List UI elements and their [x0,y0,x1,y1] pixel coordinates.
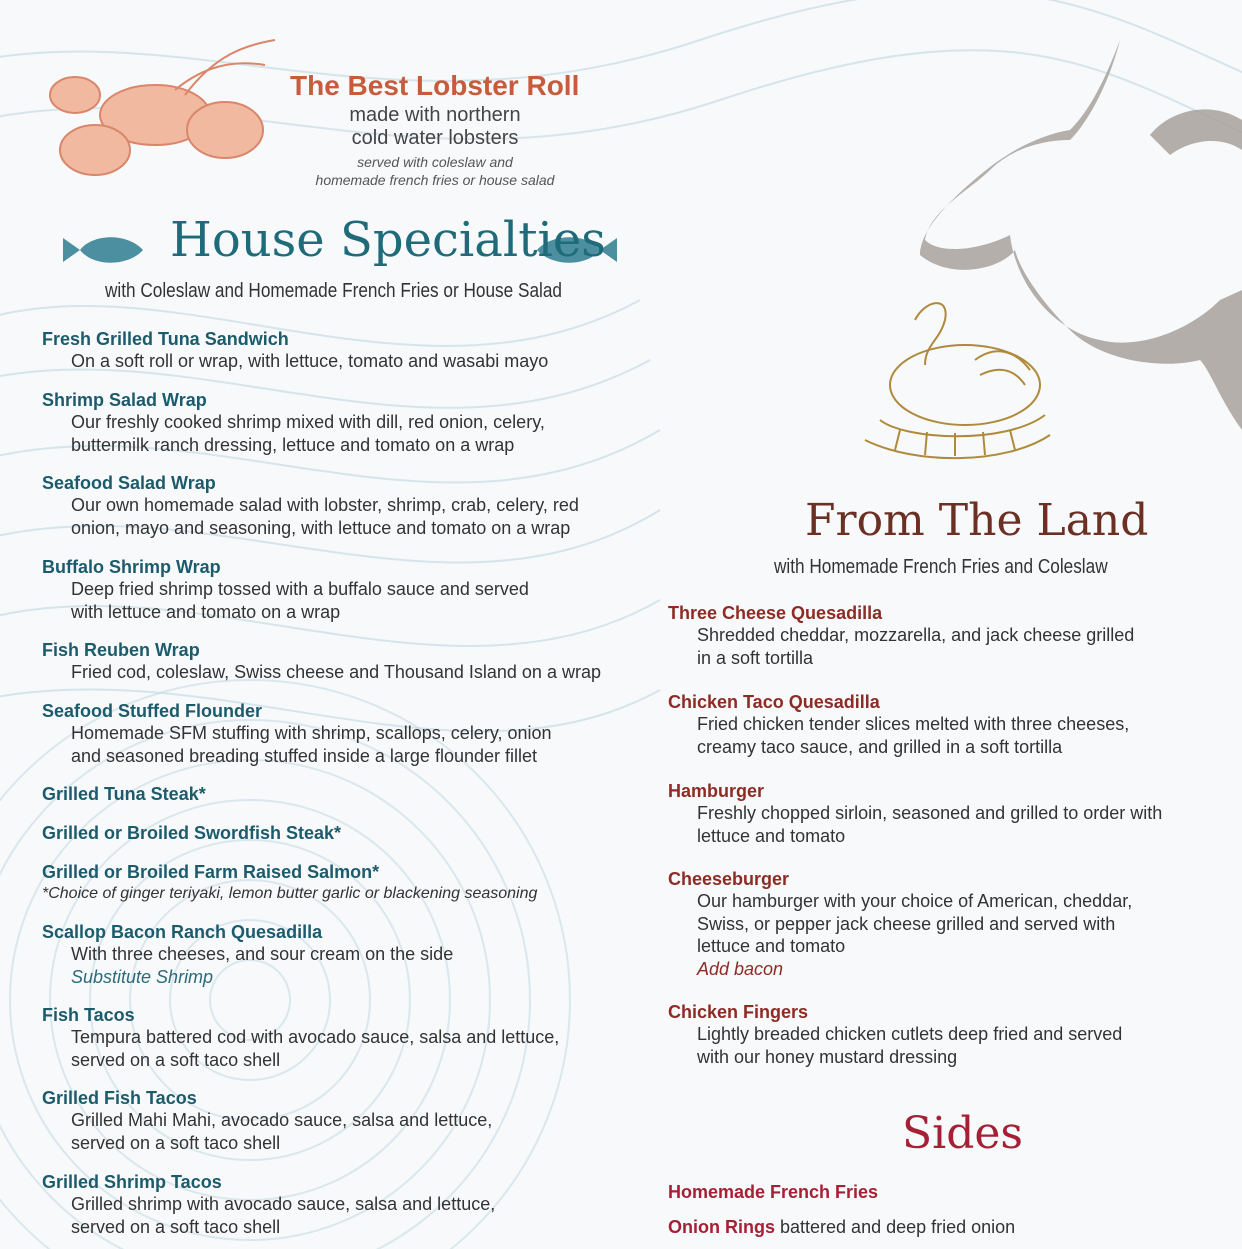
fish-icon [58,228,148,272]
menu-item-name: Seafood Stuffed Flounder [42,701,262,721]
menu-item-description: Lightly breaded chicken cutlets deep fried and served with our honey mustard dressing [697,1024,1123,1067]
menu-item-name: Fresh Grilled Tuna Sandwich [42,329,289,349]
menu-item [42,921,453,988]
menu-item-description: With three cheeses, and sour cream on the side [71,944,454,964]
menu-item [42,472,579,539]
menu-item [668,1001,1122,1068]
menu-item-note: *Choice of ginger teriyaki, lemon butter garlic or blackening seasoning [42,885,538,902]
menu-item-description: Our own homemade salad with lobster, shrimp, crab, celery, red onion, mayo and seasoning, with lettuce and tomato on a wrap [71,495,579,538]
menu-item-description: Tempura battered cod with avocado sauce, salsa and lettuce, served on a soft taco shell [71,1027,560,1070]
menu-item-name: Chicken Taco Quesadilla [668,692,880,712]
house-specialties-title: House Specialties [170,212,606,268]
menu-item-description: Shredded cheddar, mozzarella, and jack cheese grilled in a soft tortilla [697,625,1135,668]
menu-item-name: Shrimp Salad Wrap [42,390,207,410]
menu-item-name: Grilled Shrimp Tacos [42,1172,222,1192]
menu-item-description: Fried cod, coleslaw, Swiss cheese and Thousand Island on a wrap [71,662,601,682]
menu-item [668,780,1162,847]
lobster-roll-subtitle-line2: cold water lobsters [351,127,519,149]
side-item-name: Onion Rings [668,1217,775,1237]
lobster-roll-note-line1: served with coleslaw and [357,154,513,170]
menu-item [42,328,548,373]
menu-item-name: Fish Tacos [42,1005,135,1025]
menu-item [42,861,537,905]
menu-item-name: Three Cheese Quesadilla [668,603,883,623]
menu-item-extra: Substitute Shrimp [71,966,214,987]
menu-item-name: Grilled or Broiled Swordfish Steak* [42,823,342,843]
lobster-roll-note [290,153,580,189]
menu-item-description: Homemade SFM stuffing with shrimp, scallops, celery, onion and seasoned breading stuffed inside a large flounder fillet [71,723,552,766]
lobster-roll-subtitle-line1: made with northern [349,104,521,126]
lobster-roll-note-line2: homemade french fries or house salad [315,172,555,188]
lobster-roll-subtitle [290,104,580,150]
menu-item-name: Cheeseburger [668,869,790,889]
side-item [668,1182,878,1203]
menu-item-description: On a soft roll or wrap, with lettuce, tomato and wasabi mayo [71,351,549,371]
menu-item-extra: Add bacon [697,958,784,979]
menu-item-description: Grilled Mahi Mahi, avocado sauce, salsa and lettuce, served on a soft taco shell [71,1110,493,1153]
menu-item [42,639,601,684]
menu-item [42,783,206,805]
hen-illustration [855,290,1055,475]
side-item-description: battered and deep fried onion [775,1217,1016,1237]
menu-item-name: Fish Reuben Wrap [42,640,200,660]
menu-item [42,556,529,623]
menu-item [42,1004,559,1071]
menu-item-name: Grilled Fish Tacos [42,1088,197,1108]
from-the-land-subtitle: with Homemade French Fries and Coleslaw [774,556,1108,578]
menu-item-name: Buffalo Shrimp Wrap [42,557,221,577]
menu-item-name: Scallop Bacon Ranch Quesadilla [42,922,323,942]
lobster-illustration [35,35,285,195]
menu-item-name: Hamburger [668,781,765,801]
from-the-land-title: From The Land [805,495,1149,546]
menu-item-description: Grilled shrimp with avocado sauce, salsa and lettuce, served on a soft taco shell [71,1194,496,1237]
menu-item-description: Fried chicken tender slices melted with three cheeses, creamy taco sauce, and grilled in a soft tortilla [697,714,1130,757]
menu-item [668,868,1132,980]
menu-item [42,822,341,844]
sides-title: Sides [902,1108,1023,1159]
menu-item-name: Chicken Fingers [668,1002,809,1022]
menu-item [668,602,1134,669]
house-specialties-subtitle: with Coleslaw and Homemade French Fries or House Salad [105,280,562,302]
menu-item-description: Freshly chopped sirloin, seasoned and grilled to order with lettuce and tomato [697,803,1163,846]
side-item-name: Homemade French Fries [668,1182,879,1202]
menu-item [42,700,552,767]
side-item [668,1217,1015,1238]
menu-item [668,691,1129,758]
menu-item [42,1087,492,1154]
menu-item-name: Grilled or Broiled Farm Raised Salmon* [42,862,380,882]
lobster-roll-title: The Best Lobster Roll [290,70,580,101]
menu-item-description: Our hamburger with your choice of American, cheddar, Swiss, or pepper jack cheese grilled and served with lettuce and tomato [697,891,1133,956]
menu-item-name: Grilled Tuna Steak* [42,784,206,804]
menu-item-description: Our freshly cooked shrimp mixed with dill, red onion, celery, buttermilk ranch dressing, lettuce and tomato on a wrap [71,412,545,455]
menu-item [42,1171,495,1238]
menu-item [42,389,545,456]
menu-item-description: Deep fried shrimp tossed with a buffalo sauce and served with lettuce and tomato on a wrap [71,579,529,622]
menu-item-name: Seafood Salad Wrap [42,473,216,493]
